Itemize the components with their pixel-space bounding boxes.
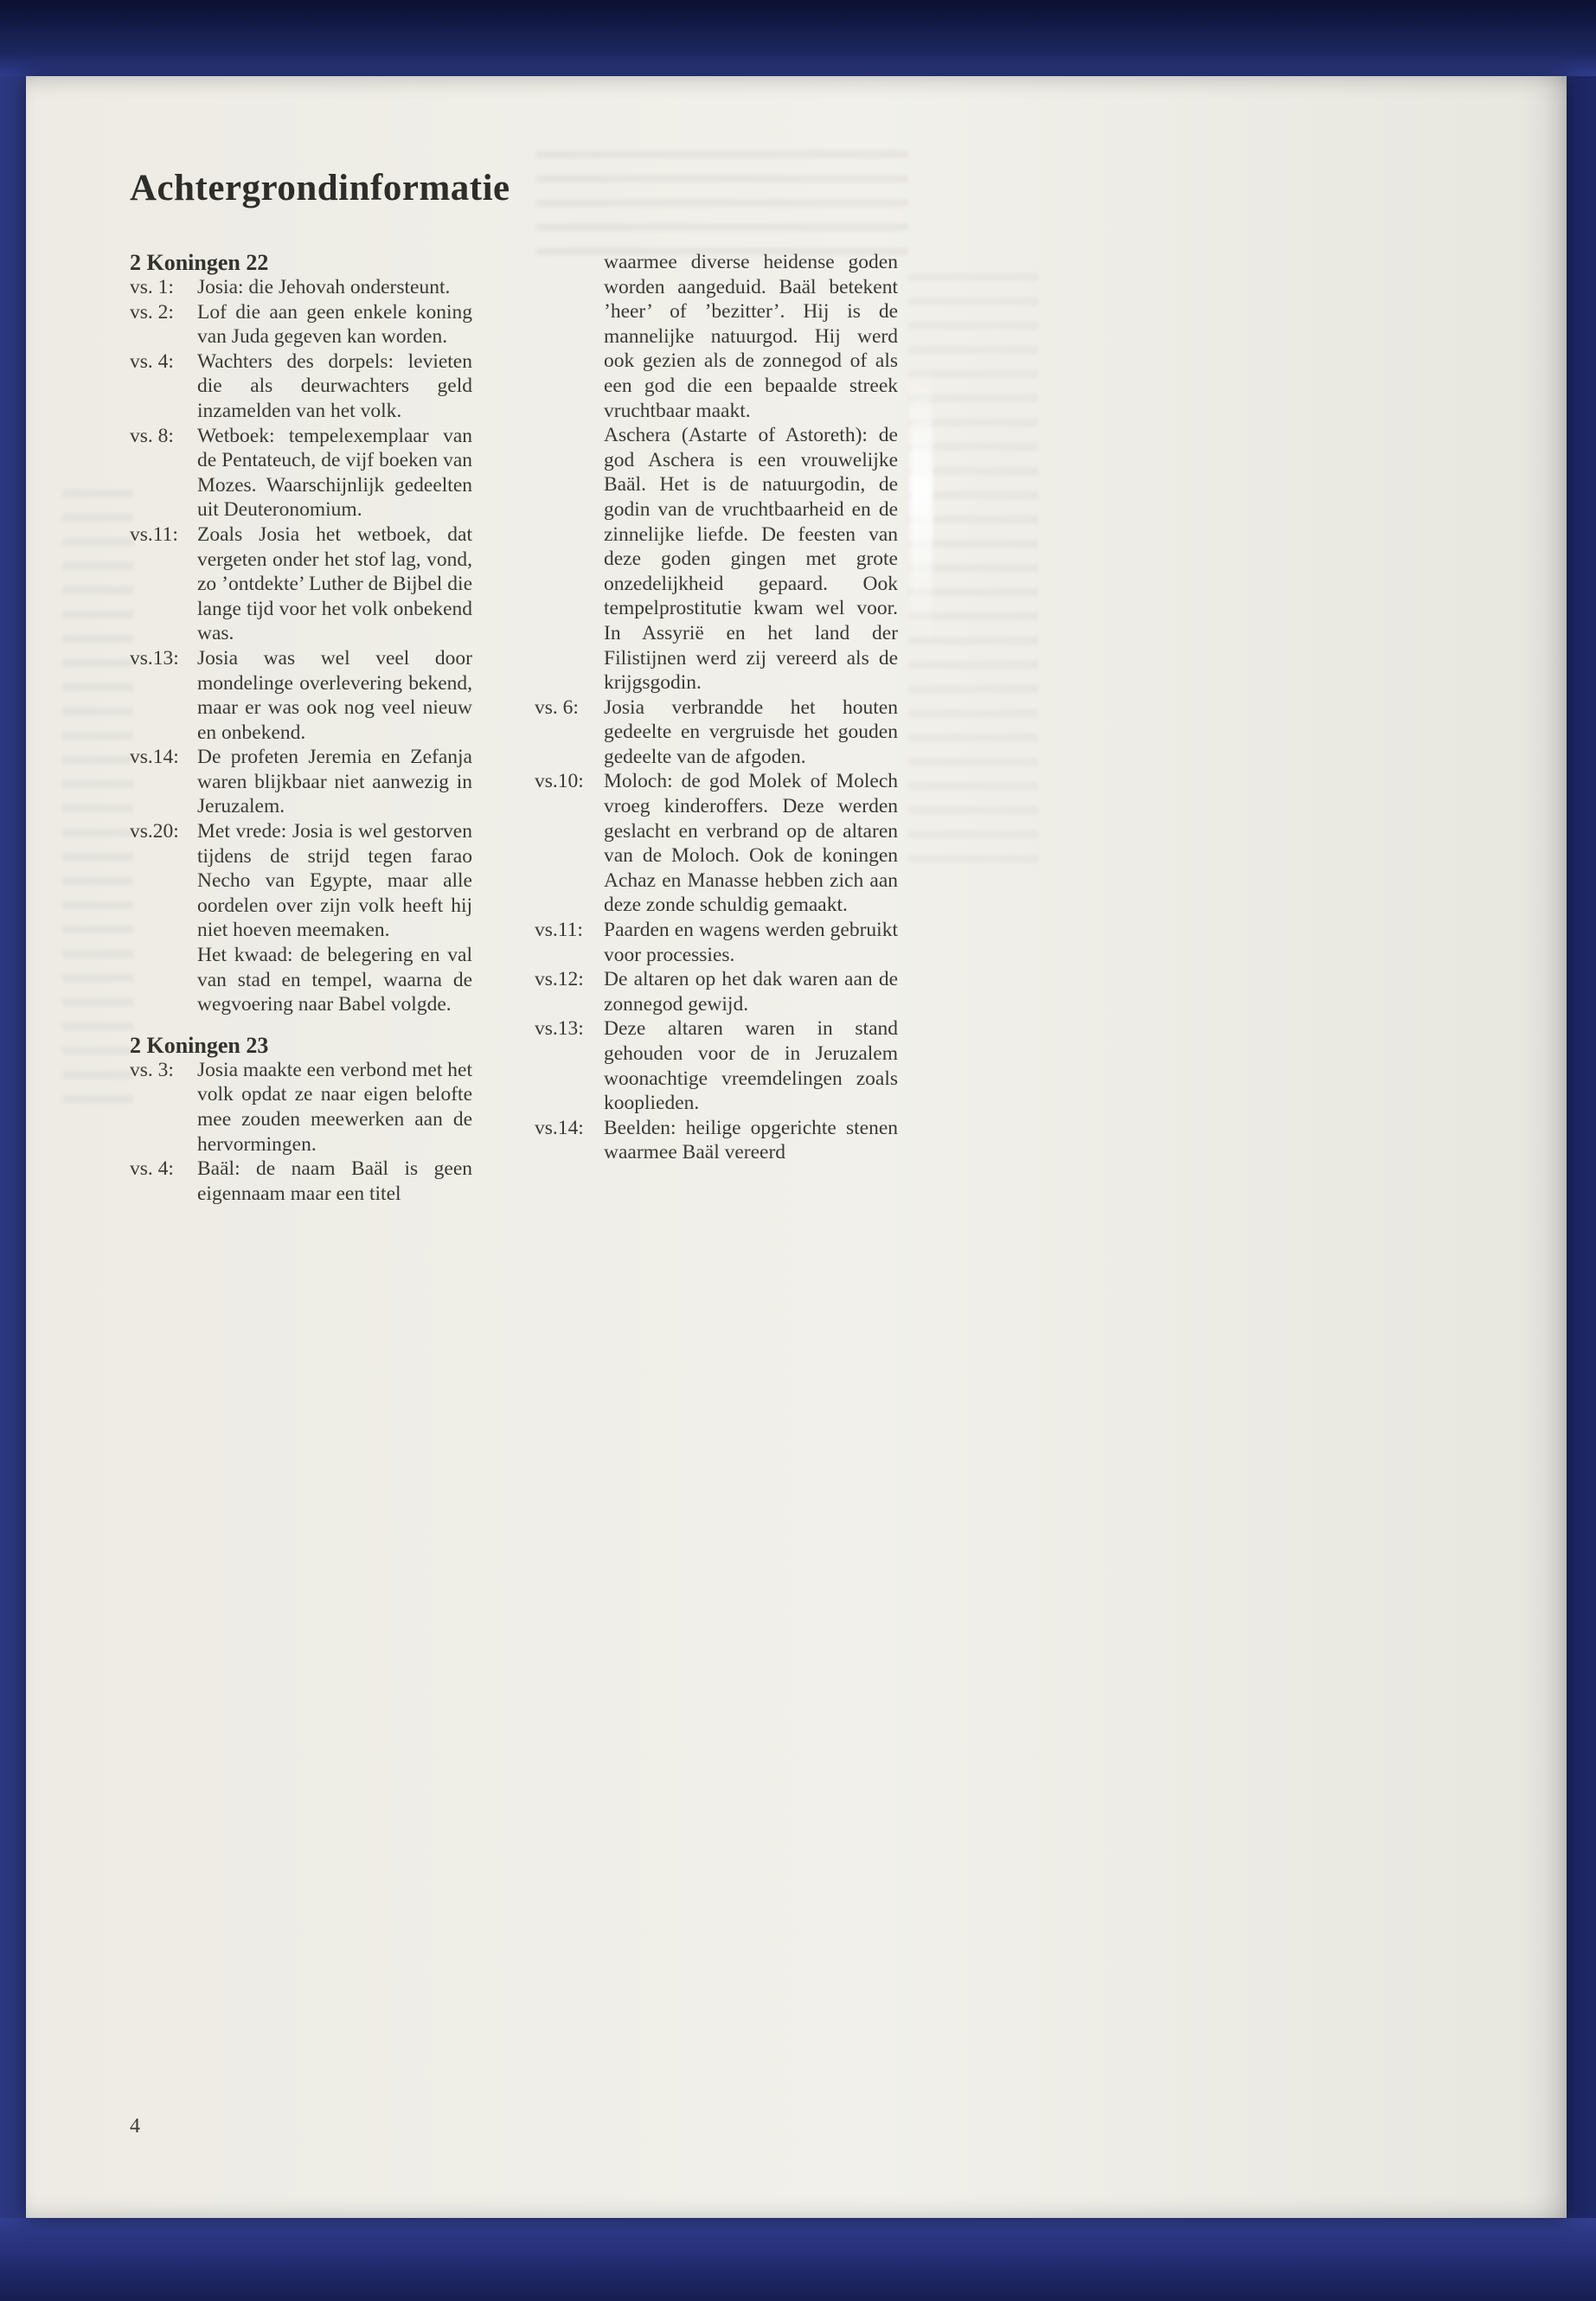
- page-number: 4: [130, 2115, 140, 2138]
- verse-entry: [130, 300, 472, 349]
- verse-label: vs. 2:: [130, 300, 174, 324]
- verse-entry: [130, 1058, 472, 1157]
- verse-label: vs. 1:: [130, 276, 174, 298]
- verse-text: Met vrede: Josia is wel gestorven tijdens de strijd tegen farao Necho van Egypte, maar alle oordelen over zijn volk heeft hij niet hoeven meemaken.: [197, 820, 472, 942]
- verse-label: vs. 6:: [535, 695, 579, 719]
- verse-text: Aschera (Astarte of Astoreth): de god Aschera is een vrouwelijke Baäl. Het is de natuurgodin, de godin van de vruchtbaarheid en de zinnelijke liefde. De feesten van deze goden gingen met grote onzedelijkheid gepaard. Ook tempelprostitutie kwam wel voor. In Assyrië en het land der Filistijnen werd zij vereerd als de krijgsgodin.: [604, 424, 898, 695]
- page-content: [130, 167, 898, 1206]
- verse-text: Paarden en wagens werden gebruikt voor processies.: [604, 919, 898, 966]
- page-title: Achtergrondinformatie: [130, 168, 510, 208]
- verse-text: De altaren op het dak waren aan de zonnegod gewijd.: [604, 968, 898, 1016]
- bleed-through-artifact: [62, 483, 133, 1106]
- verse-entry: [535, 918, 898, 967]
- left-column: [130, 250, 472, 1206]
- verse-entry: [130, 522, 472, 646]
- section-2-koningen-22: [130, 250, 472, 1017]
- verse-label: vs. 4:: [130, 1157, 174, 1181]
- verse-text: Wetboek: tempelexemplaar van de Pentateuch, de vijf boeken van Mozes. Waarschijnlijk gedeelten uit Deuteronomium.: [197, 424, 472, 522]
- verse-text: De profeten Jeremia en Zefanja waren blijkbaar niet aanwezig in Jeruzalem.: [197, 746, 472, 818]
- verse-label: vs. 4:: [130, 349, 174, 373]
- verse-text: Zoals Josia het wetboek, dat vergeten onder het stof lag, vond, zo ’ontdekte’ Luther de Bijbel die lange tijd voor het volk onbekend was.: [197, 522, 472, 645]
- verse-text: Josia maakte een verbond met het volk opdat ze naar eigen belofte mee zouden meewerken aan de hervormingen.: [197, 1058, 472, 1156]
- verse-label: vs. 3:: [130, 1058, 174, 1081]
- verse-text: Josia verbrandde het houten gedeelte en vergruisde het gouden gedeelte van de afgoden.: [604, 695, 898, 768]
- verse-entry: [130, 1157, 472, 1206]
- two-column-text-block: [130, 250, 898, 1206]
- verse-label: vs.14:: [130, 746, 179, 769]
- verse-entry: [535, 695, 898, 770]
- verse-label: vs.11:: [535, 919, 583, 942]
- verse-label: vs.14:: [535, 1116, 584, 1139]
- verse-text: Wachters des dorpels: levieten die als deurwachters geld inzamelden van het volk.: [197, 349, 472, 422]
- verse-text: waarmee diverse heidense goden worden aangeduid. Baäl betekent ’heer’ of ’bezitter’. Hij is de mannelijke natuurgod. Hij werd ook gezien als de zonnegod of als een god die een bepaalde streek vruchtbaar maakt.: [604, 251, 898, 422]
- verse-text: Josia was wel veel door mondelinge overlevering bekend, maar er was ook nog veel nieuw en onbekend.: [197, 646, 472, 744]
- verse-text: Lof die aan geen enkele koning van Juda gegeven kan worden.: [197, 300, 472, 349]
- verse-label: vs.11:: [130, 522, 178, 546]
- book-cover-bottom-edge: [0, 2218, 1596, 2301]
- verse-text: Baäl: de naam Baäl is geen eigennaam maar een titel: [197, 1157, 472, 1205]
- verse-entry: [130, 646, 472, 745]
- scanned-paper-page: [26, 76, 1567, 2218]
- scan-highlight-artifact: [910, 362, 933, 647]
- verse-entry: [130, 275, 472, 300]
- section-2-koningen-23: [130, 1033, 472, 1207]
- verse-text: Moloch: de god Molek of Molech vroeg kinderoffers. Deze werden geslacht en verbrand op de altaren van de Moloch. Ook de koningen Achaz en Manasse hebben zich aan deze zonde schuldig gemaakt.: [604, 770, 898, 917]
- verse-text: Beelden: heilige opgerichte stenen waarmee Baäl vereerd: [604, 1116, 898, 1164]
- verse-entry-continuation: [535, 423, 898, 695]
- section-heading: 2 Koningen 23: [130, 1032, 269, 1058]
- verse-label: vs.12:: [535, 968, 584, 991]
- verse-entry: [535, 769, 898, 918]
- verse-label: vs.10:: [535, 770, 584, 793]
- bleed-through-artifact: [908, 266, 1038, 872]
- verse-text: Josia: die Jehovah ondersteunt.: [197, 276, 451, 298]
- verse-text: Deze altaren waren in stand gehouden voor de in Jeruzalem woonachtige vreemdelingen zoals kooplieden.: [604, 1017, 898, 1115]
- right-column: [535, 250, 898, 1165]
- verse-label: vs.13:: [535, 1017, 584, 1041]
- verse-entry-continuation: [130, 943, 472, 1017]
- verse-entry: [535, 1116, 898, 1165]
- verse-entry: [535, 967, 898, 1016]
- verse-entry: [535, 1016, 898, 1115]
- verse-text: Het kwaad: de belegering en val van stad en tempel, waarna de wegvoering naar Babel volgde.: [197, 944, 472, 1016]
- verse-label: vs.13:: [130, 646, 179, 670]
- verse-entry: [130, 424, 472, 522]
- book-cover-top-edge: [0, 0, 1596, 76]
- verse-entry: [130, 349, 472, 424]
- section-heading: 2 Koningen 22: [130, 250, 269, 275]
- verse-label: vs.20:: [130, 820, 179, 843]
- verse-entry: [130, 819, 472, 943]
- verse-entry-continuation: [535, 250, 898, 423]
- verse-entry: [130, 745, 472, 819]
- verse-label: vs. 8:: [130, 424, 174, 447]
